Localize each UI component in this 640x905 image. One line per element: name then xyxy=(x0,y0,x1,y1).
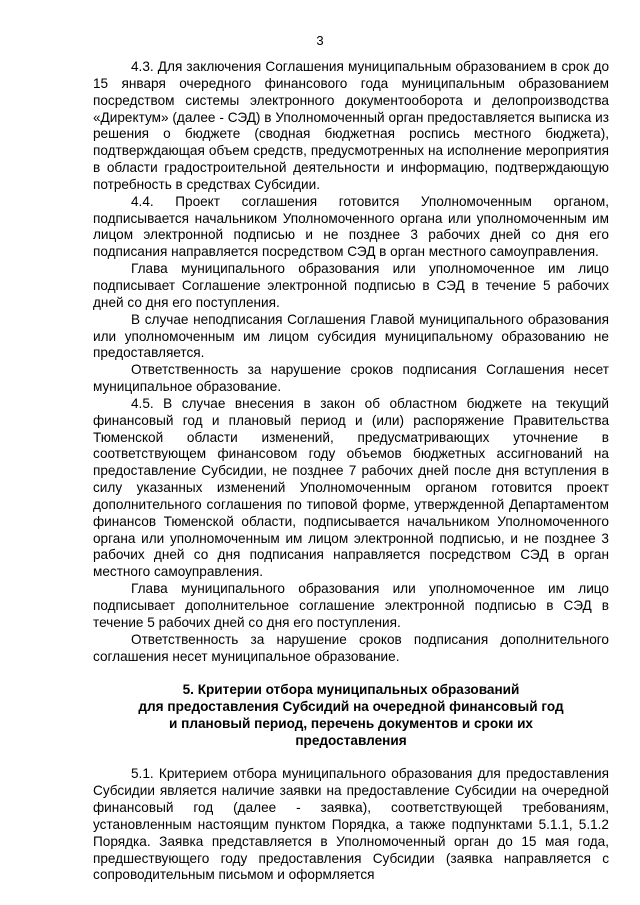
paragraph-4-3: 4.3. Для заключения Соглашения муниципальным образованием в срок до 15 января очередного финансового года муниципальным образованием посредством системы электронного документооборота и делопроизводства «Директум» (далее - СЭД) в Уполномоченный орган предоставляется выписка из решения о бюджете (сводная бюджетная роспись местного бюджета), подтверждающая объем средств, предусмотренных на исполнение мероприятия в области градостроительной деятельности и информацию, подтверждающую потребность в средствах Субсидии. xyxy=(93,59,609,192)
paragraph-4-4: 4.4. Проект соглашения готовится Уполномоченным органом, подписывается начальником Уполномоченного органа или уполномоченным им лицом электронной подписью и не позднее 3 рабочих дней со дня его подписания направляется посредством СЭД в орган местного самоуправления. xyxy=(93,193,609,260)
section-5-heading xyxy=(93,681,609,749)
paragraph-4-5: 4.5. В случае внесения в закон об областном бюджете на текущий финансовый год и плановый период и (или) распоряжение Правительства Тюменской области изменений, предусматривающих уточнение в соответствующем финансовом году объемов бюджетных ассигнований на предоставление Субсидии, не позднее 7 рабочих дней после дня вступления в силу указанных изменений Уполномоченным органом готовится проект дополнительного соглашения по типовой форме, утвержденной Департаментом финансов Тюменской области, подписывается начальником Уполномоченного органа или уполномоченным им лицом электронной подписью, и не позднее 3 рабочих дней со дня подписания направляется посредством СЭД в орган местного самоуправления. xyxy=(93,395,609,580)
section-heading-line: предоставления xyxy=(295,733,407,749)
paragraph-not-signed: В случае неподписания Соглашения Главой муниципального образования или уполномоченным им лицом субсидия муниципальному образованию не предоставляется. xyxy=(93,311,609,361)
paragraph-head-signs-additional: Глава муниципального образования или уполномоченное им лицо подписывает дополнительное соглашение электронной подписью в СЭД в течение 5 рабочих дней со дня его поступления. xyxy=(93,581,609,630)
section-heading-line: и плановый период, перечень документов и сроки их xyxy=(169,716,533,732)
section-heading-line: 5. Критерии отбора муниципальных образований xyxy=(182,682,520,698)
paragraph-responsibility: Ответственность за нарушение сроков подписания Соглашения несет муниципальное образование. xyxy=(93,362,609,395)
paragraph-head-signs: Глава муниципального образования или уполномоченное им лицо подписывает Соглашение электронной подписью в СЭД в течение 5 рабочих дней со дня его поступления. xyxy=(93,261,609,310)
paragraph-responsibility-additional: Ответственность за нарушение сроков подписания дополнительного соглашения несет муниципальное образование. xyxy=(93,631,609,664)
paragraph-5-1: 5.1. Критерием отбора муниципального образования для предоставления Субсидии является наличие заявки на предоставление Субсидии на очередной финансовый год (далее - заявка), соответствующей требованиям, установленным настоящим пунктом Порядка, а также подпунктами 5.1.1, 5.1.2 Порядка. Заявка представляется в Уполномоченный орган до 15 мая года, предшествующего году предоставления Субсидии (заявка направляется с сопроводительным письмом и оформляется xyxy=(93,766,609,883)
document-body xyxy=(93,59,609,884)
section-heading-line: для предоставления Субсидий на очередной финансовый год xyxy=(138,699,564,715)
page-number: 3 xyxy=(316,33,324,48)
